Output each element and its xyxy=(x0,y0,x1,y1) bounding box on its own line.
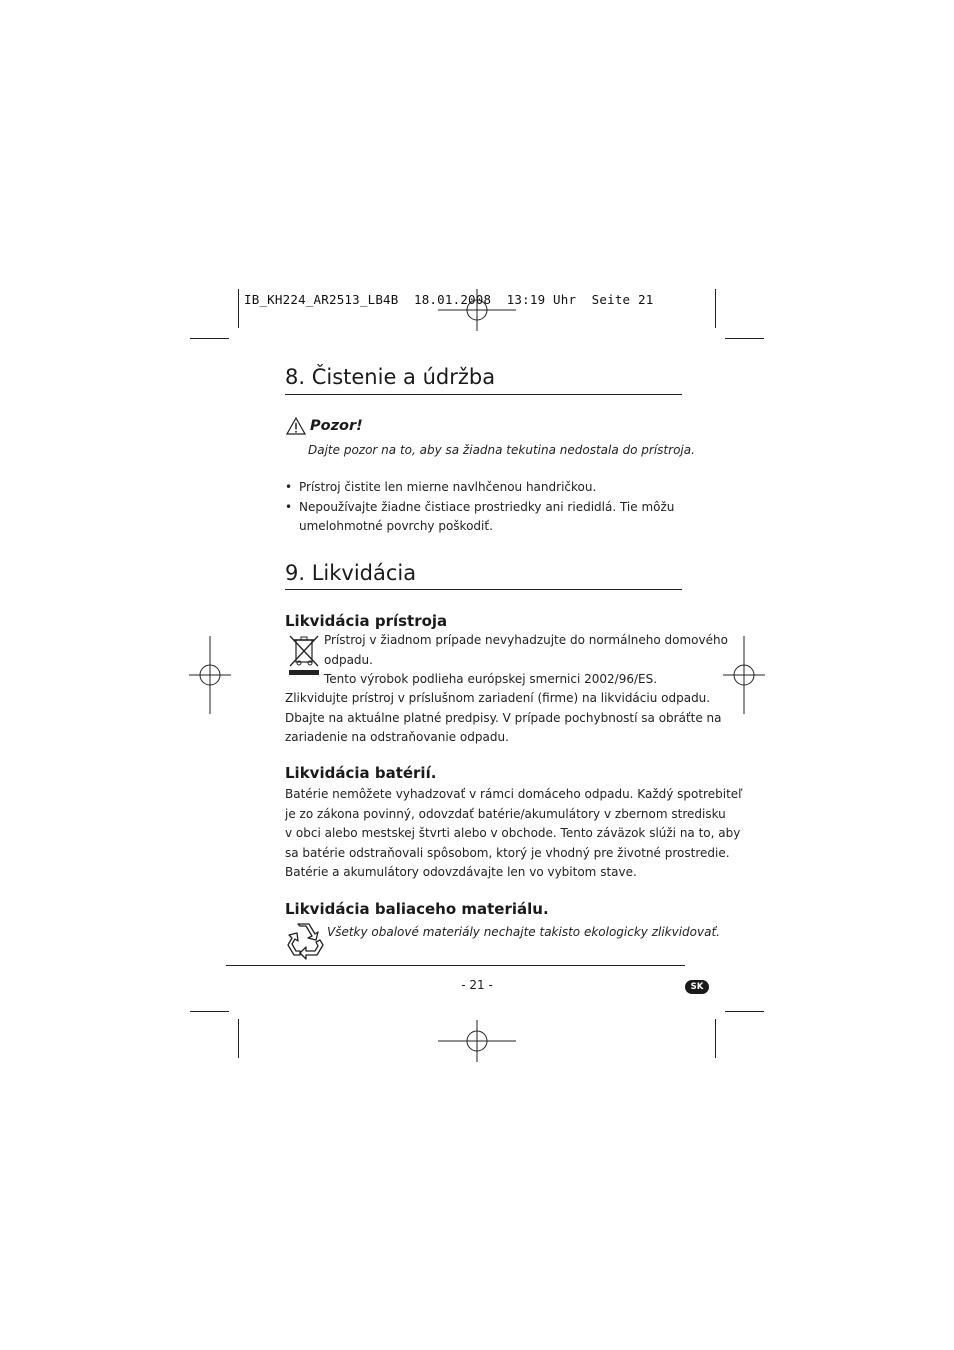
language-badge: SK xyxy=(685,980,709,994)
device-disposal-heading: Likvidácia prístroja xyxy=(285,612,448,630)
text-line: je zo zákona povinný, odovzdať batérie/akumulátory v zbernom stredisku xyxy=(285,806,726,821)
registration-mark-icon xyxy=(438,1020,516,1062)
warning-triangle-icon xyxy=(286,417,306,435)
caution-text: Dajte pozor na to, aby sa žiadna tekutina nedostala do prístroja. xyxy=(308,443,695,457)
caution-label: Pozor! xyxy=(310,418,363,434)
recycle-icon xyxy=(286,922,326,960)
packaging-disposal-heading: Likvidácia baliaceho materiálu. xyxy=(285,900,549,918)
caution-heading xyxy=(286,417,363,435)
text-line: Batérie a akumulátory odovzdávajte len vo vybitom stave. xyxy=(285,865,637,879)
packaging-disposal-text: Všetky obalové materiály nechajte takisto ekologicky zlikvidovať. xyxy=(327,925,720,939)
text-line: zariadenie na odstraňovanie odpadu. xyxy=(285,730,509,744)
section-9-title: 9. Likvidácia xyxy=(285,561,417,585)
text-line: Tento výrobok podlieha európskej smernici 2002/96/ES. xyxy=(324,672,658,686)
cleaning-bullet-list xyxy=(285,478,674,537)
bullet-text: Nepoužívajte žiadne čistiace prostriedky ani riedidlá. Tie môžu xyxy=(299,499,675,514)
text-line: v obci alebo mestskej štvrti alebo v obchode. Tento záväzok slúži na to, aby xyxy=(285,826,741,840)
text-line: Prístroj v žiadnom prípade nevyhadzujte do normálneho domového xyxy=(324,633,728,647)
section-9-rule xyxy=(285,589,682,590)
text-line: odpadu. xyxy=(324,652,373,667)
device-disposal-text xyxy=(285,689,722,748)
slug-line: IB_KH224_AR2513_LB4B 18.01.2008 13:19 Uhr Seite 21 xyxy=(244,292,654,307)
section-8-rule xyxy=(285,394,682,395)
device-disposal-text-indented xyxy=(324,631,728,690)
registration-mark-icon xyxy=(723,636,765,714)
battery-disposal-heading: Likvidácia batérií. xyxy=(285,764,437,782)
battery-disposal-text xyxy=(285,785,743,883)
list-item: • Prístroj čistite len mierne navlhčenou handričkou. xyxy=(285,478,674,498)
crossed-bin-icon xyxy=(287,632,321,676)
text-line: Dbajte na aktuálne platné predpisy. V prípade pochybností sa obráťte na xyxy=(285,710,722,725)
text-line: Batérie nemôžete vyhadzovať v rámci domáceho odpadu. Každý spotrebiteľ xyxy=(285,787,743,801)
page-number: - 21 - xyxy=(461,978,493,992)
registration-mark-icon xyxy=(189,636,231,714)
section-8-title: 8. Čistenie a údržba xyxy=(285,365,496,389)
text-line: sa batérie odstraňovali spôsobom, ktorý je vhodný pre životné prostredie. xyxy=(285,845,730,860)
bullet-text: Prístroj čistite len mierne navlhčenou handričkou. xyxy=(299,480,597,494)
text-line: Zlikvidujte prístroj v príslušnom zariadení (firme) na likvidáciu odpadu. xyxy=(285,691,711,705)
bullet-text: umelohmotné povrchy poškodiť. xyxy=(299,519,493,533)
footer-rule xyxy=(226,965,685,966)
list-item: • Nepoužívajte žiadne čistiace prostriedky ani riedidlá. Tie môžu umelohmotné povrchy poškodiť. xyxy=(285,498,674,537)
